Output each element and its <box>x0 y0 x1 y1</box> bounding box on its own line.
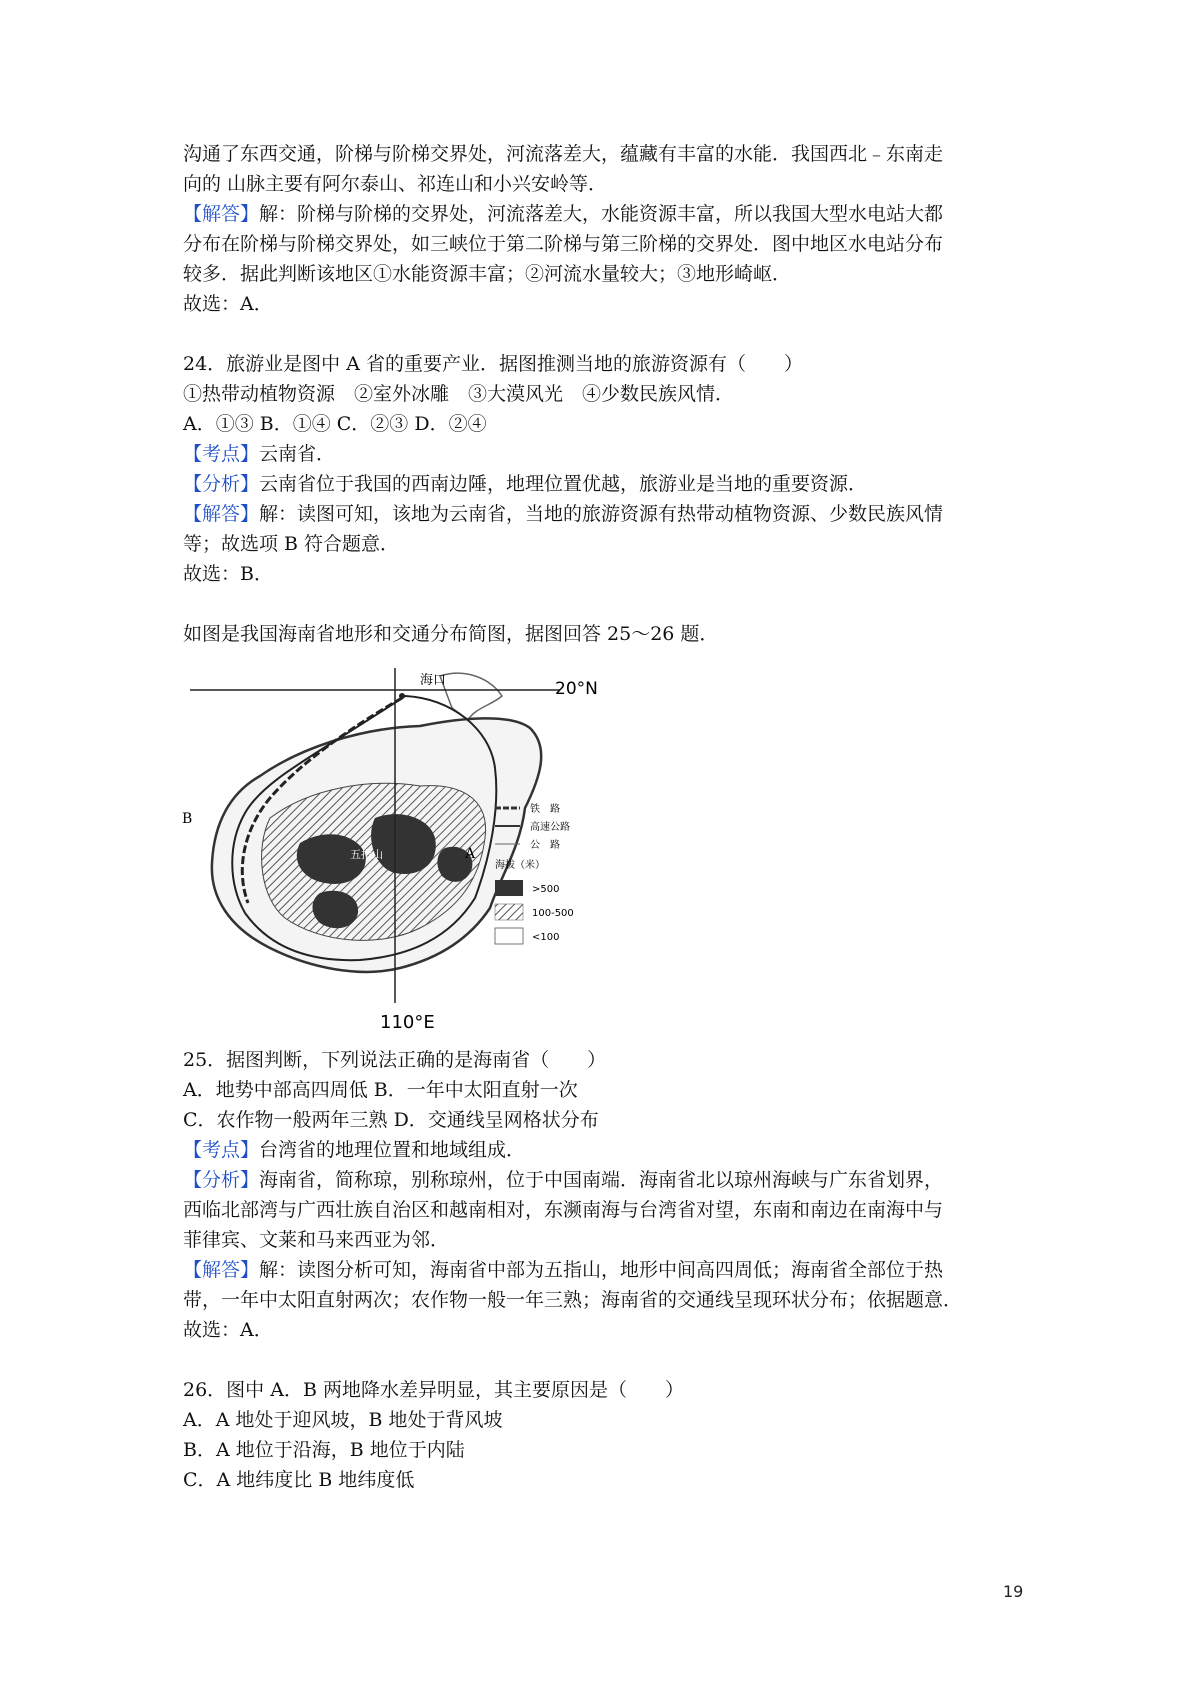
kaodian-tag: 【考点】 <box>183 443 260 465</box>
fenxi-text: 海南省，简称琼，别称琼州，位于中国南端．海南省北以琼州海峡与广东省划界， <box>259 1169 944 1191</box>
text-line: 菲律宾、文莱和马来西亚为邻． <box>183 1229 450 1251</box>
answer-line <box>183 202 943 226</box>
answer-text: 解：阶梯与阶梯的交界处，河流落差大，水能资源丰富，所以我国大型水电站大都 <box>259 203 944 225</box>
question-stem: 26．图中 A．B 两地降水差异明显，其主要原因是（ ） <box>183 1379 684 1401</box>
kaodian-line <box>183 442 335 466</box>
jieda-text: 解：读图可知，该地为云南省，当地的旅游资源有热带动植物资源、少数民族风情 <box>259 503 944 525</box>
fenxi-text: 云南省位于我国的西南边陲，地理位置优越，旅游业是当地的重要资源． <box>259 473 868 495</box>
text-line: 带，一年中太阳直射两次；农作物一般一年三熟；海南省的交通线呈现环状分布；依据题意． <box>183 1289 963 1311</box>
fenxi-tag: 【分析】 <box>183 473 260 495</box>
question-stem: 25．据图判断，下列说法正确的是海南省（ ） <box>183 1049 607 1071</box>
fenxi-tag: 【分析】 <box>183 1169 260 1191</box>
fenxi-line <box>183 1168 943 1192</box>
question-items: ①热带动植物资源 ②室外冰雕 ③大漠风光 ④少数民族风情． <box>183 383 735 405</box>
choice-line: 故选：A． <box>183 1319 273 1341</box>
question-option-a: A．A 地处于迎风坡，B 地处于背风坡 <box>183 1409 503 1431</box>
legend-100-500: 100-500 <box>532 908 574 919</box>
figure-intro: 如图是我国海南省地形和交通分布简图，据图回答 25～26 题． <box>183 623 719 645</box>
point-a-label: A <box>465 846 476 862</box>
legend-over-500: >500 <box>532 884 560 895</box>
jieda-tag: 【解答】 <box>183 503 260 525</box>
text-line: 较多．据此判断该地区①水能资源丰富；②河流水量较大；③地形崎岖． <box>183 263 792 285</box>
jieda-line <box>183 502 943 526</box>
latitude-label: 20°N <box>555 679 598 699</box>
text-line: 向的 山脉主要有阿尔泰山、祁连山和小兴安岭等． <box>183 173 608 195</box>
fenxi-line <box>183 472 867 496</box>
text-line: 沟通了东西交通，阶梯与阶梯交界处，河流落差大，蕴藏有丰富的水能．我国西北﹣东南走 <box>183 143 944 165</box>
text-line: 西临北部湾与广西壮族自治区和越南相对，东濒南海与台湾省对望，东南和南边在南海中与 <box>183 1199 944 1221</box>
question-options: C．农作物一般两年三熟 D．交通线呈网格状分布 <box>183 1109 599 1131</box>
kaodian-tag: 【考点】 <box>183 1139 260 1161</box>
legend-road: 公 路 <box>530 840 560 851</box>
text-line: 等；故选项 B 符合题意． <box>183 533 400 555</box>
jieda-text: 解：读图分析可知，海南省中部为五指山，地形中间高四周低；海南省全部位于热 <box>259 1259 944 1281</box>
question-stem: 24．旅游业是图中 A 省的重要产业．据图推测当地的旅游资源有（ ） <box>183 353 803 375</box>
jieda-line <box>183 1258 943 1282</box>
hainan-map <box>182 668 660 1038</box>
kaodian-text: 台湾省的地理位置和地域组成． <box>259 1139 526 1161</box>
choice-line: 故选：A． <box>183 293 273 315</box>
kaodian-line <box>183 1138 525 1162</box>
legend-highway: 高速公路 <box>530 822 570 833</box>
question-option-b: B．A 地位于沿海，B 地位于内陆 <box>183 1439 465 1461</box>
choice-line: 故选：B． <box>183 563 273 585</box>
answer-tag: 【解答】 <box>183 203 260 225</box>
peak-label: 五指山 <box>350 848 383 861</box>
longitude-label: 110°E <box>380 1012 435 1033</box>
question-options: A．①③ B．①④ C．②③ D．②④ <box>183 413 487 435</box>
legend-elevation-title: 海拔（米） <box>495 860 545 871</box>
page-number: 19 <box>1003 1582 1024 1601</box>
question-option-c: C．A 地纬度比 B 地纬度低 <box>183 1469 415 1491</box>
point-b-label: B <box>182 811 193 827</box>
kaodian-text: 云南省． <box>259 443 336 465</box>
jieda-tag: 【解答】 <box>183 1259 260 1281</box>
legend-under-100: <100 <box>532 932 560 943</box>
legend-railway: 铁 路 <box>530 804 560 815</box>
mainland-outline <box>440 673 502 720</box>
city-label: 海口 <box>420 673 447 688</box>
haikou-marker <box>399 693 405 699</box>
text-line: 分布在阶梯与阶梯交界处，如三峡位于第二阶梯与第三阶梯的交界处．图中地区水电站分布 <box>183 233 944 255</box>
question-options: A．地势中部高四周低 B．一年中太阳直射一次 <box>183 1079 578 1101</box>
